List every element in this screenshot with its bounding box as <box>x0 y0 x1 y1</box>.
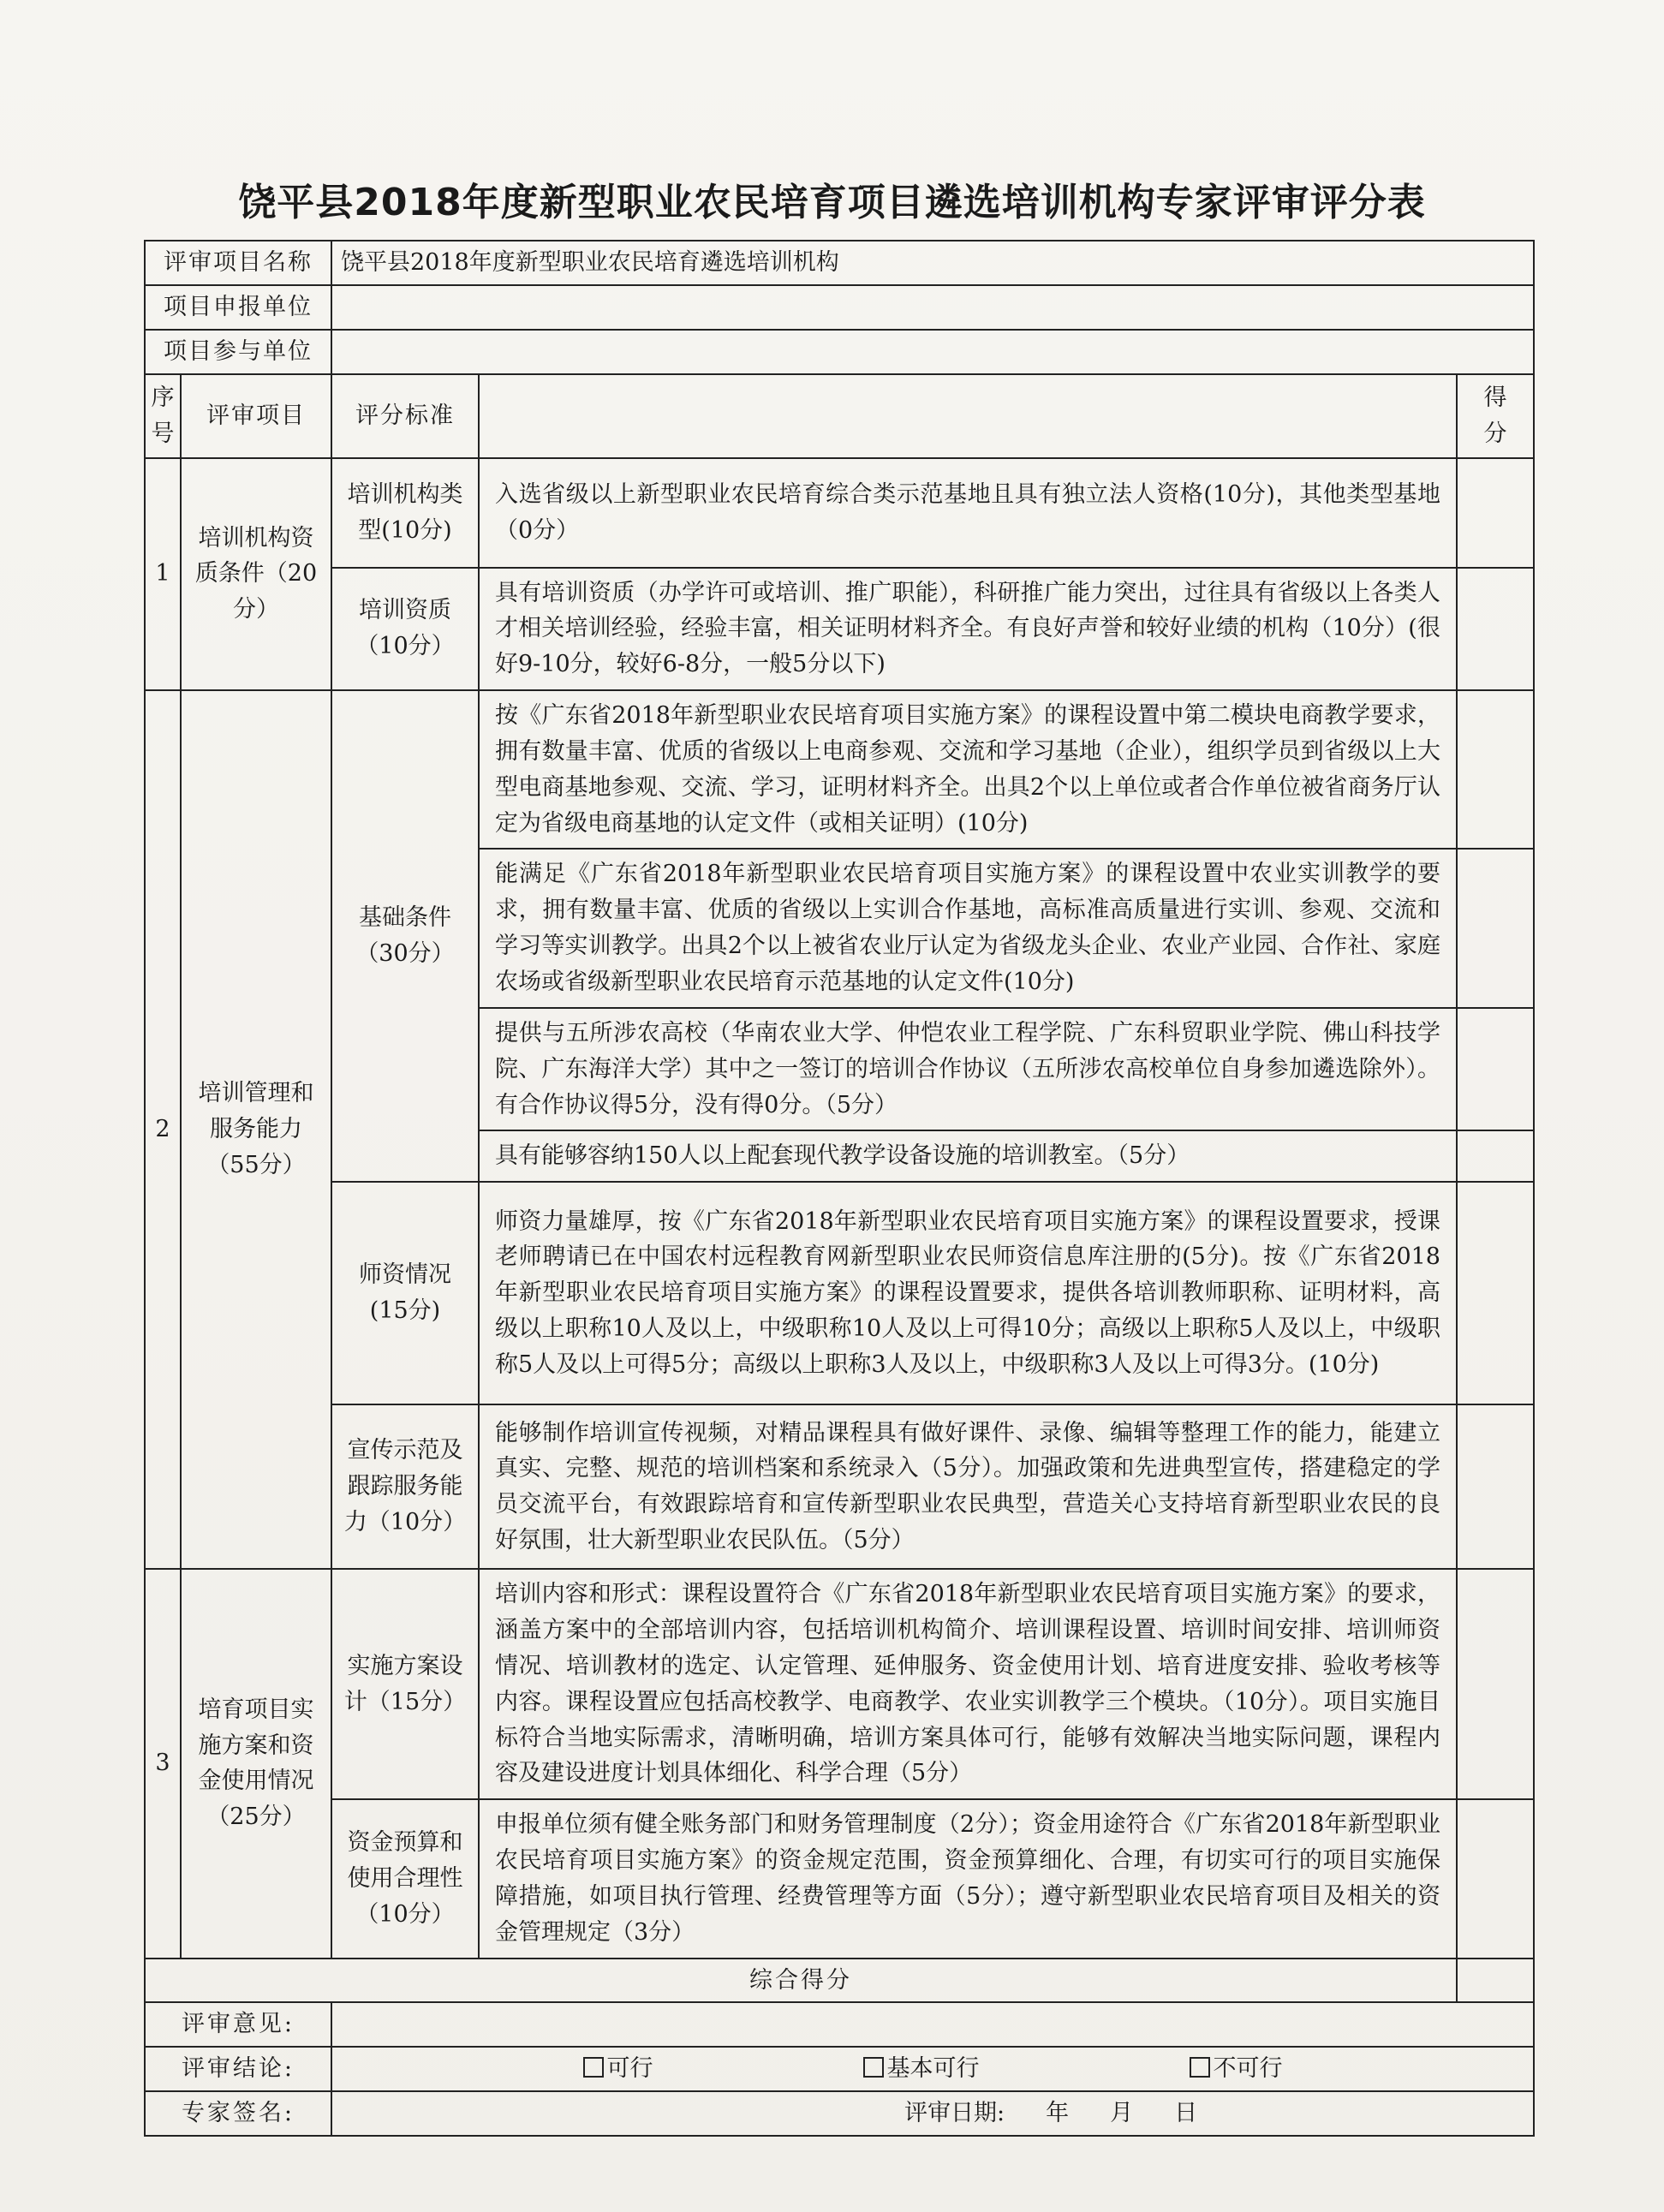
criterion: 能满足《广东省2018年新型职业农民培育项目实施方案》的课程设置中农业实训教学的要求，拥有数量丰富、优质的省级以上实训合作基地，高标准高质量进行实训、参观、交流和学习等实训教学。出具2个以上被省农业厅认定为省级龙头企业、农业产业园、合作社、家庭农场或省级新型职业农民培育示范基地的认定文件(10分) <box>479 849 1457 1007</box>
date-year: 年 <box>1046 2100 1070 2127</box>
project-name-value: 饶平县2018年度新型职业农民培育遴选培训机构 <box>331 241 1534 285</box>
scoring-table <box>144 240 1535 2137</box>
criterion: 能够制作培训宣传视频，对精品课程具有做好课件、录像、编辑等整理工作的能力，能建立真实、完整、规范的培训档案和系统录入（5分）。加强政策和先进典型宣传，搭建稳定的学员交流平台，有效跟踪培育和宣传新型职业农民典型，营造关心支持培育新型职业农民的良好氛围，壮大新型职业农民队伍。（5分） <box>479 1404 1457 1569</box>
score-cell[interactable] <box>1457 1182 1534 1404</box>
option-label: 不可行 <box>1213 2055 1283 2083</box>
criterion: 提供与五所涉农高校（华南农业大学、仲恺农业工程学院、广东科贸职业学院、佛山科技学院、广东海洋大学）其中之一签订的培训合作协议（五所涉农高校单位自身参加遴选除外）。有合作协议得5分，没有得0分。（5分） <box>479 1008 1457 1131</box>
participant-label: 项目参与单位 <box>145 330 331 374</box>
section-item: 培育项目实施方案和资金使用情况（25分） <box>181 1569 331 1958</box>
score-cell[interactable] <box>1457 568 1534 691</box>
option-basically-feasible[interactable] <box>863 2051 980 2087</box>
score-cell[interactable] <box>1457 458 1534 568</box>
score-cell[interactable] <box>1457 690 1534 849</box>
section-no: 2 <box>145 690 181 1569</box>
criterion: 师资力量雄厚，按《广东省2018年新型职业农民培育项目实施方案》的课程设置要求，授课老师聘请已在中国农村远程教育网新型职业农民师资信息库注册的(5分)。按《广东省2018年新型职业农民培育项目实施方案》的课程设置要求，提供各培训教师职称、证明材料，高级以上职称10人及以上，中级职称10人及以上可得10分；高级以上职称5人及以上，中级职称5人及以上可得5分；高级以上职称3人及以上，中级职称3人及以上可得3分。(10分) <box>479 1182 1457 1404</box>
criterion: 具有培训资质（办学许可或培训、推广职能），科研推广能力突出，过往具有省级以上各类人才相关培训经验，经验丰富，相关证明材料齐全。有良好声誉和较好业绩的机构（10分）(很好9-10分，较好6-8分，一般5分以下) <box>479 568 1457 691</box>
sub-item: 资金预算和使用合理性（10分） <box>331 1799 479 1958</box>
participant-value[interactable] <box>331 330 1534 374</box>
score-cell[interactable] <box>1457 1404 1534 1569</box>
option-feasible[interactable] <box>583 2051 653 2087</box>
date-month: 月 <box>1110 2100 1134 2127</box>
applicant-value[interactable] <box>331 285 1534 330</box>
conclusion-options <box>331 2047 1534 2091</box>
option-not-feasible[interactable] <box>1190 2051 1283 2087</box>
applicant-label: 项目申报单位 <box>145 285 331 330</box>
conclusion-label: 评审结论: <box>145 2047 331 2091</box>
date-day: 日 <box>1174 2100 1198 2127</box>
sub-item: 培训机构类型(10分) <box>331 458 479 568</box>
score-cell[interactable] <box>1457 1799 1534 1958</box>
column-blank <box>479 374 1457 458</box>
checkbox-icon[interactable] <box>583 2057 604 2078</box>
column-standard: 评分标准 <box>331 374 479 458</box>
column-no: 序号 <box>145 374 181 458</box>
option-label: 可行 <box>606 2055 653 2083</box>
date-label: 评审日期: <box>904 2100 1005 2127</box>
sub-item: 师资情况(15分) <box>331 1182 479 1404</box>
criterion: 按《广东省2018年新型职业农民培育项目实施方案》的课程设置中第二模块电商教学要求，拥有数量丰富、优质的省级以上电商参观、交流和学习基地（企业），组织学员到省级以上大型电商基地参观、交流、学习，证明材料齐全。出具2个以上单位或者合作单位被省商务厅认定为省级电商基地的认定文件（或相关证明）(10分) <box>479 690 1457 849</box>
page-title: 饶平县2018年度新型职业农民培育项目遴选培训机构专家评审评分表 <box>238 181 1426 224</box>
date-cell[interactable] <box>331 2091 1534 2136</box>
opinion-label: 评审意见: <box>145 2002 331 2047</box>
total-score-cell[interactable] <box>1457 1959 1534 2003</box>
score-cell[interactable] <box>1457 1569 1534 1799</box>
sub-item: 基础条件（30分） <box>331 690 479 1182</box>
criterion: 培训内容和形式：课程设置符合《广东省2018年新型职业农民培育项目实施方案》的要求，涵盖方案中的全部培训内容，包括培训机构简介、培训课程设置、培训时间安排、培训师资情况、培训教材的选定、认定管理、延伸服务、资金使用计划、培育进度安排、验收考核等内容。课程设置应包括高校教学、电商教学、农业实训教学三个模块。（10分）。项目实施目标符合当地实际需求，清晰明确，培训方案具体可行，能够有效解决当地实际问题，课程内容及建设进度计划具体细化、科学合理（5分） <box>479 1569 1457 1799</box>
criterion: 入选省级以上新型职业农民培育综合类示范基地且具有独立法人资格(10分)，其他类型基地（0分） <box>479 458 1457 568</box>
score-cell[interactable] <box>1457 1008 1534 1131</box>
score-cell[interactable] <box>1457 1130 1534 1182</box>
checkbox-icon[interactable] <box>1190 2057 1210 2078</box>
score-cell[interactable] <box>1457 849 1534 1007</box>
section-no: 3 <box>145 1569 181 1958</box>
opinion-field[interactable] <box>331 2002 1534 2047</box>
total-score-label: 综合得分 <box>145 1959 1457 2003</box>
sub-item: 宣传示范及跟踪服务能力（10分） <box>331 1404 479 1569</box>
section-item: 培训管理和服务能力（55分） <box>181 690 331 1569</box>
sub-item: 实施方案设计（15分） <box>331 1569 479 1799</box>
column-item: 评审项目 <box>181 374 331 458</box>
signature-label: 专家签名: <box>145 2091 331 2136</box>
option-label: 基本可行 <box>886 2055 980 2083</box>
project-name-label: 评审项目名称 <box>145 241 331 285</box>
column-score: 得分 <box>1457 374 1534 458</box>
section-item: 培训机构资质条件（20分） <box>181 458 331 691</box>
criterion: 具有能够容纳150人以上配套现代教学设备设施的培训教室。（5分） <box>479 1130 1457 1182</box>
section-no: 1 <box>145 458 181 691</box>
checkbox-icon[interactable] <box>863 2057 884 2078</box>
criterion: 申报单位须有健全账务部门和财务管理制度（2分）；资金用途符合《广东省2018年新型职业农民培育项目实施方案》的资金规定范围，资金预算细化、合理，有切实可行的项目实施保障措施，如项目执行管理、经费管理等方面（5分）；遵守新型职业农民培育项目及相关的资金管理规定（3分） <box>479 1799 1457 1958</box>
sub-item: 培训资质（10分） <box>331 568 479 691</box>
